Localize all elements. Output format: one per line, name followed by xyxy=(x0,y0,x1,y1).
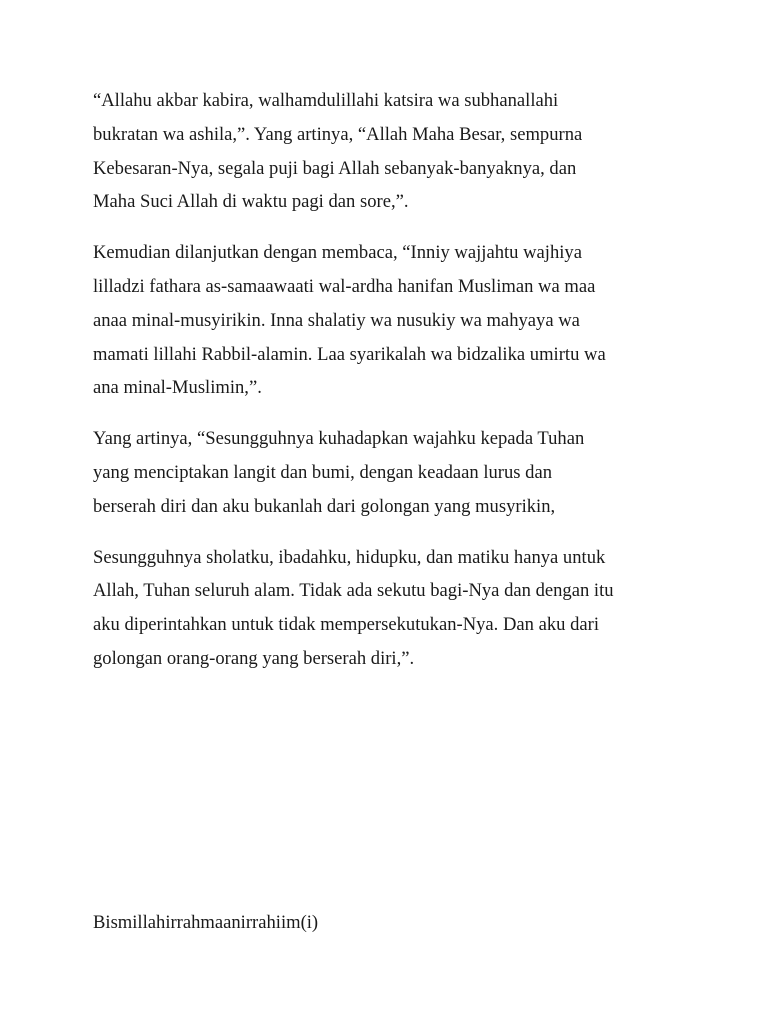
paragraph-line: Allah, Tuhan seluruh alam. Tidak ada sekutu bagi-Nya dan dengan itu xyxy=(93,580,614,602)
paragraph-line: golongan orang-orang yang berserah diri,”. xyxy=(93,647,415,669)
paragraph-line: aku diperintahkan untuk tidak mempersekutukan-Nya. Dan aku dari xyxy=(93,614,600,636)
paragraph-line: ana minal-Muslimin,”. xyxy=(93,377,262,399)
paragraph-line: yang menciptakan langit dan bumi, dengan keadaan lurus dan xyxy=(93,461,553,483)
paragraph-line: Sesungguhnya sholatku, ibadahku, hidupku, dan matiku hanya untuk xyxy=(93,546,606,568)
paragraph-line: lilladzi fathara as-samaawaati wal-ardha hanifan Musliman wa maa xyxy=(93,275,596,297)
paragraph-line: Kebesaran-Nya, segala puji bagi Allah sebanyak-banyaknya, dan xyxy=(93,157,577,179)
paragraph-translation-2 xyxy=(93,541,683,676)
paragraph-takbir xyxy=(93,84,683,219)
paragraph-line: Maha Suci Allah di waktu pagi dan sore,”. xyxy=(93,191,409,213)
paragraph-iftitah xyxy=(93,236,683,405)
paragraph-line: Yang artinya, “Sesungguhnya kuhadapkan wajahku kepada Tuhan xyxy=(93,428,585,450)
paragraph-translation-1 xyxy=(93,422,683,523)
paragraph-line: Kemudian dilanjutkan dengan membaca, “Inniy wajjahtu wajhiya xyxy=(93,242,582,264)
document-body xyxy=(93,84,683,693)
paragraph-line: berserah diri dan aku bukanlah dari golongan yang musyrikin, xyxy=(93,495,556,517)
paragraph-line: bukratan wa ashila,”. Yang artinya, “Allah Maha Besar, sempurna xyxy=(93,123,583,145)
paragraph-line: mamati lillahi Rabbil-alamin. Laa syarikalah wa bidzalika umirtu wa xyxy=(93,343,606,365)
bismillah-line: Bismillahirrahmaanirrahiim(i) xyxy=(93,912,319,933)
paragraph-line: anaa minal-musyirikin. Inna shalatiy wa nusukiy wa mahyaya wa xyxy=(93,309,580,331)
paragraph-line: “Allahu akbar kabira, walhamdulillahi katsira wa subhanallahi xyxy=(93,90,559,111)
